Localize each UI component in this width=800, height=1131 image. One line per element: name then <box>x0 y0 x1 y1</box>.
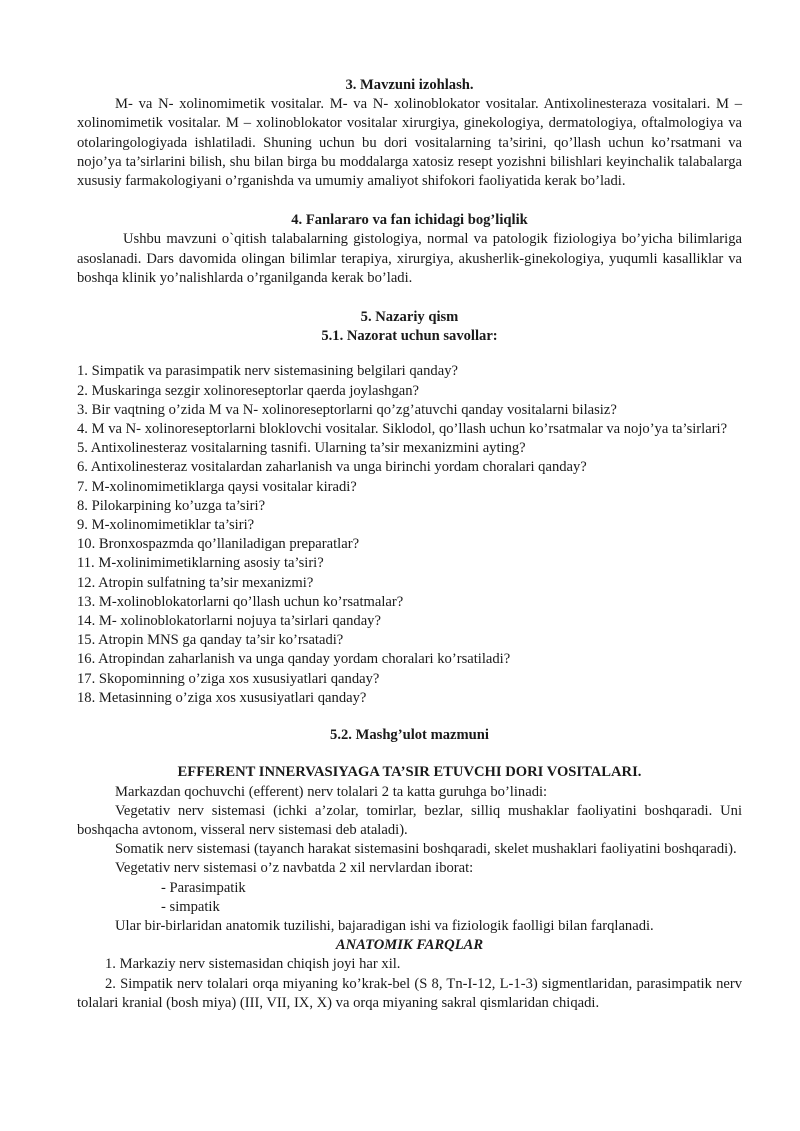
efferent-heading: EFFERENT INNERVASIYAGA TA’SIR ETUVCHI DORI VOSITALARI. <box>177 764 642 781</box>
question-item: 3. Bir vaqtning o’zida M va N- xolinoreseptorlarni qo’zg’atuvchi qanday vositalarni bilasiz? <box>77 401 617 418</box>
question-item: 1. Simpatik va parasimpatik nerv sistemasining belgilari qanday? <box>77 363 458 380</box>
efferent-para-1: Markazdan qochuvchi (efferent) nerv tolalari 2 ta katta guruhga bo’linadi: <box>115 783 548 800</box>
efferent-para-2: Vegetativ nerv sistemasi (ichki a’zolar, tomirlar, bezlar, silliq mushaklar faoliyatini boshqaradi. Uni boshqacha avtonom, visseral nerv sistemasi deb ataladi). <box>77 802 742 838</box>
question-item: 11. M-xolinimimetiklarning asosiy ta’siri? <box>77 555 324 572</box>
question-item: 18. Metasinning o’ziga xos xususiyatlari qanday? <box>77 689 367 706</box>
efferent-para-5: Ular bir-birlaridan anatomik tuzilishi, bajaradigan ishi va fiziologik faolligi bilan farqlanadi. <box>115 917 654 934</box>
section-5-2-title: 5.2. Mashg’ulot mazmuni <box>330 727 489 744</box>
question-item: 4. M va N- xolinoreseptorlarni bloklovchi vositalar. Siklodol, qo’llash uchun ko’rsatmalar va nojo’ya ta’sirlari? <box>77 421 728 438</box>
question-item: 5. Antixolinesteraz vositalarning tasnifi. Ularning ta’sir mexanizmini ayting? <box>77 440 526 457</box>
question-item: 12. Atropin sulfatning ta’sir mexanizmi? <box>77 574 314 591</box>
question-item: 6. Antixolinesteraz vositalardan zaharlanish va unga birinchi yordam choralari qanday? <box>77 459 587 476</box>
question-item: 10. Bronxospazmda qo’llaniladigan preparatlar? <box>77 536 360 553</box>
question-item: 8. Pilokarpining ko’uzga ta’siri? <box>77 497 266 514</box>
question-list <box>77 362 742 708</box>
section-3-title: 3. Mavzuni izohlash. <box>345 77 474 93</box>
question-item: 15. Atropin MNS ga qanday ta’sir ko’rsatadi? <box>77 632 344 649</box>
section-5-title: 5. Nazariy qism <box>360 309 459 326</box>
question-item: 7. M-xolinomimetiklarga qaysi vositalar kiradi? <box>77 478 357 495</box>
dash-item-parasimpatik: - Parasimpatik <box>161 879 246 896</box>
numbered-item-1: 1. Markaziy nerv sistemasidan chiqish joyi har xil. <box>105 956 401 973</box>
section-4-title: 4. Fanlararo va fan ichidagi bog’liqlik <box>291 212 528 229</box>
question-item: 2. Muskaringa sezgir xolinoreseptorlar qaerda joylashgan? <box>77 382 420 399</box>
section-4-paragraph: Ushbu mavzuni o`qitish talabalarning gistologiya, normal va patologik fiziologiya bo’yicha bilimlariga asoslanadi. Dars davomida olingan bilimlar terapiya, xirurgiya, akusherlik-ginekologiya, yuqumli kasalliklar va boshqa klinik yo’nalishlarda o’rganilganda kerak bo’ladi. <box>77 231 742 286</box>
question-item: 17. Skopominning o’ziga xos xususiyatlari qanday? <box>77 670 380 687</box>
question-item: 14. M- xolinoblokatorlarni nojuya ta’sirlari qanday? <box>77 613 381 630</box>
question-item: 16. Atropindan zaharlanish va unga qanday yordam choralari ko’rsatiladi? <box>77 651 511 668</box>
question-item: 13. M-xolinoblokatorlarni qo’llash uchun ko’rsatmalar? <box>77 593 404 610</box>
section-5-1-subtitle: 5.1. Nazorat uchun savollar: <box>321 328 498 345</box>
numbered-item-2: 2. Simpatik nerv tolalari orqa miyaning ko’krak-bel (S 8, Tn-I-12, L-1-3) sigmentlaridan, parasimpatik nerv tolalari kranial (bosh miya) (III, VII, IX, X) va orqa miyaning sakral qismlaridan chiqadi. <box>77 975 742 1011</box>
efferent-para-3: Somatik nerv sistemasi (tayanch harakat sistemasini boshqaradi, skelet mushaklari faoliyatini boshqaradi). <box>115 841 737 858</box>
efferent-para-4: Vegetativ nerv sistemasi o’z navbatda 2 xil nervlardan iborat: <box>115 860 474 877</box>
dash-item-simpatik: - simpatik <box>161 898 220 915</box>
anatomik-farqlar-heading: ANATOMIK FARQLAR <box>335 937 484 954</box>
question-item: 9. M-xolinomimetiklar ta’siri? <box>77 517 255 534</box>
section-3-paragraph: M- va N- xolinomimetik vositalar. M- va N- xolinoblokator vositalar. Antixolinesteraza vositalari. M – xolinomimetik vositalar. M – xolinoblokator vositalar xirurgiya, ginekologiya, dermatologiya, oftalmologiya va otolaringologiyada ishlatiladi. Shuning uchun bu dori vositalarning ta’sirini, qo’llash uchun ko’rsatmani va nojo’ya ta’sirlarini bilish, shu bilan birga bu moddalarga xatosiz resept yozishni bilishlari keyinchalik talabalarga xususiy farmakologiyani o’rganishda va umumiy amaliyot shifokori faoliyatida kerak bo’ladi. <box>77 96 742 190</box>
